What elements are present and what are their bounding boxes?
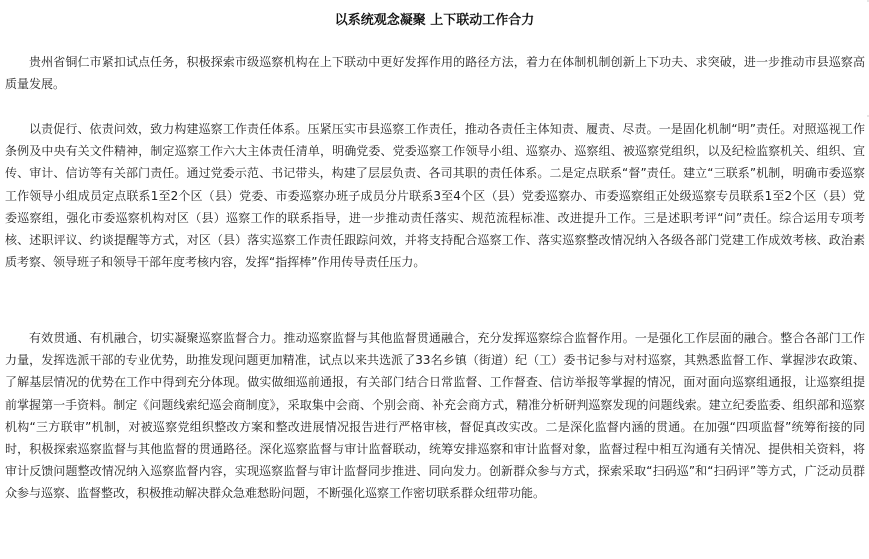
article-paragraph-intro: 贵州省铜仁市紧扣试点任务，积极探索市级巡察机构在上下联动中更好发挥作用的路径方法，着力在体制机制创新上下功夫、求突破，进一步推动市县巡察高质量发展。 [5, 55, 865, 92]
article-paragraph-responsibility: 以责促行、依责问效，致力构建巡察工作责任体系。压紧压实市县巡察工作责任，推动各责任主体知责、履责、尽责。一是固化机制“明”责任。对照巡视工作条例及中央有关文件精神，制定巡察工作六大主体责任清单，明确党委、党委巡察工作领导小组、巡察办、巡察组、被巡察党组织，以及纪检监察机关、组织、宣传、审计、信访等有关部门责任。通过党委示范、书记带头，构建了层层负责、各司其职的责任体系。二是定点联系“督”责任。建立“三联系”机制，明确市委巡察工作领导小组成员定点联系1至2个区（县）党委、市委巡察办班子成员分片联系3至4个区（县）党委巡察办、市委巡察组正处级巡察专员联系1至2个区（县）党委巡察组，强化市委巡察机构对区（县）巡察工作的联系指导，进一步推动责任落实、规范流程标准、改进提升工作。三是述职考评“问”责任。综合运用专项考核、述职评议、约谈提醒等方式，对区（县）落实巡察工作责任跟踪问效，并将支持配合巡察工作、落实巡察整改情况纳入各级各部门党建工作成效考核、政治素质考察、领导班子和领导干部年度考核内容，发挥“指挥棒”作用传导责任压力。 [5, 122, 865, 270]
article-title: 以系统观念凝聚 上下联动工作合力 [334, 13, 535, 28]
article-paragraph-supervision: 有效贯通、有机融合，切实凝聚巡察监督合力。推动巡察监督与其他监督贯通融合，充分发挥巡察综合监督作用。一是强化工作层面的融合。整合各部门工作力量，发挥选派干部的专业优势，助推发现问题更加精准，试点以来共选派了33名乡镇（街道）纪（工）委书记参与对村巡察，其熟悉监督工作、掌握涉农政策、了解基层情况的优势在工作中得到充分体现。做实做细巡前通报，有关部门结合日常监督、工作督查、信访举报等掌握的情况，面对面向巡察组通报，让巡察组提前掌握第一手资料。制定《问题线索纪巡会商制度》，采取集中会商、个别会商、补充会商方式，精准分析研判巡察发现的问题线索。建立纪委监委、组织部和巡察机构“三方联审”机制，对被巡察党组织整改方案和整改进展情况报告进行严格审核，督促真改实改。二是深化监督内涵的贯通。在加强“四项监督”统筹衔接的同时，积极探索巡察监督与其他监督的贯通路径。深化巡察监督与审计监督联动，统筹安排巡察和审计监督对象，监督过程中相互沟通有关情况、提供相关资料，将审计反馈问题整改情况纳入巡察监督内容，实现巡察监督与审计监督同步推进、同向发力。创新群众参与方式，探索采取“扫码巡”和“扫码评”等方式，广泛动员群众参与巡察、监督整改，积极推动解决群众急难愁盼问题，不断强化巡察工作密切联系群众纽带功能。 [5, 331, 865, 501]
